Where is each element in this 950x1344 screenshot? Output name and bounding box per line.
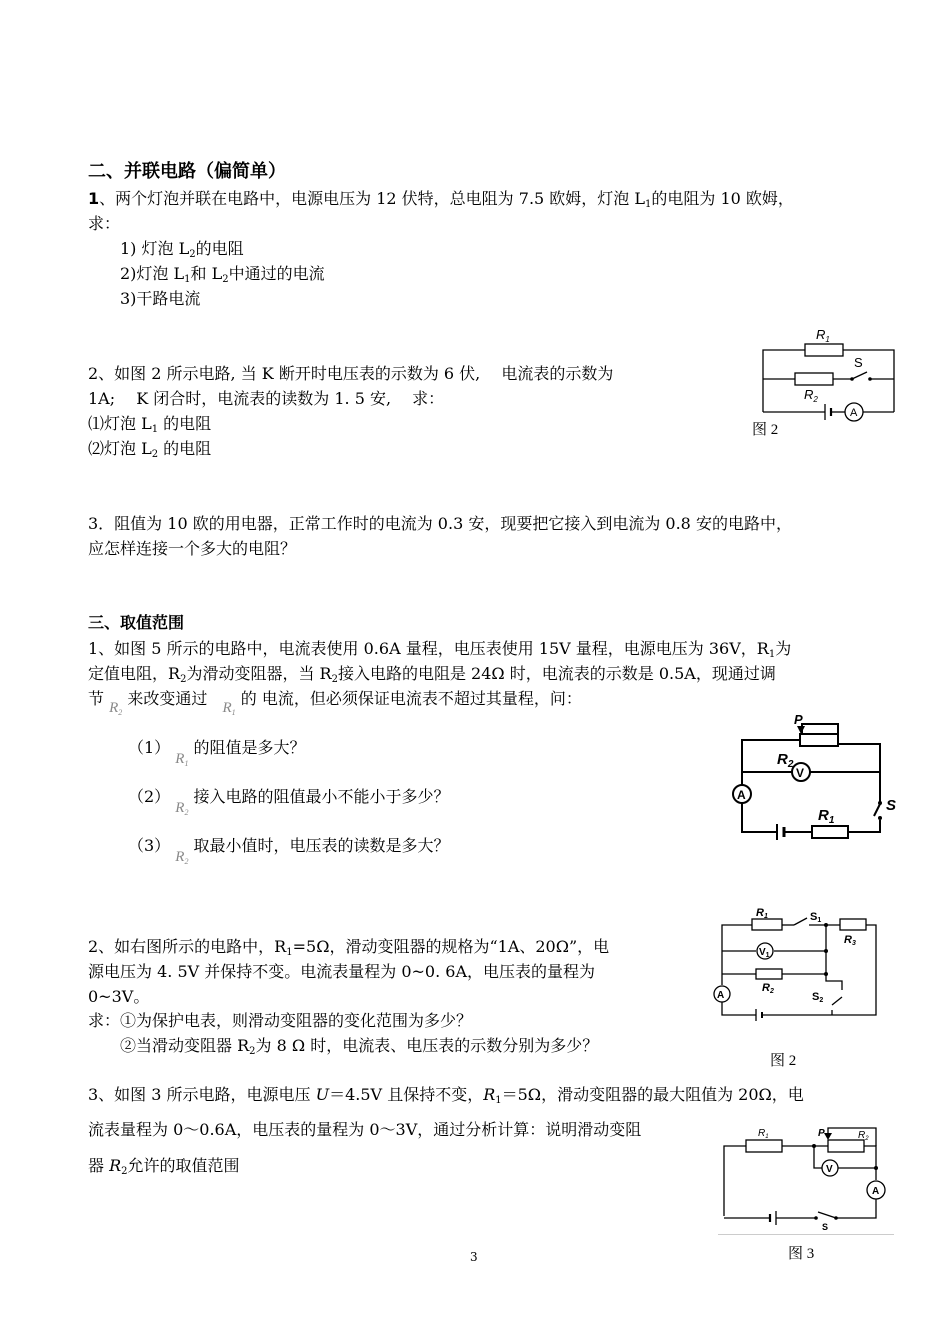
s3q2-line5-text: ②当滑动变阻器 R — [120, 1036, 250, 1055]
s3q2-line2: 源电压为 4. 5V 并保持不变。电流表量程为 0~0. 6A，电压表的量程为 — [88, 962, 596, 981]
s3q3-line1-c: ＝5Ω，滑动变阻器的最大阻值为 20Ω，电 — [501, 1085, 804, 1104]
svg-text:R1 — [758, 1128, 769, 1140]
s3q1-line2-sub: 2 — [180, 674, 187, 685]
fig2-r1-label: R — [816, 327, 826, 342]
q1-line2: 求： — [88, 214, 121, 233]
svg-text:R2 — [804, 387, 818, 404]
fig2-r2-sub: 2 — [813, 395, 818, 404]
figq2-r1-sub: 1 — [763, 913, 768, 920]
s3q1-part3-symbol: $R_2$ — [175, 849, 189, 866]
fig3-r2-sub: 2 — [865, 1136, 869, 1142]
circuit-figure-5 — [722, 712, 904, 840]
s3q3-line2: 流表量程为 0～0.6A，电压表的量程为 0～3V，通过分析计算：说明滑动变阻 — [88, 1120, 642, 1139]
s3q1-line1-end: 为 — [775, 639, 792, 658]
s3q2-line5-end: 为 8 Ω 时，电流表、电压表的示数分别为多少？ — [255, 1036, 599, 1055]
s3q1-part3-num: （3） — [128, 836, 171, 855]
s3q1-line2-mid: 为滑动变阻器，当 R — [186, 664, 332, 683]
q3-line1: 3．阻值为 10 欧的用电器，正常工作时的电流为 0.3 安，现要把它接入到电流为 0.8 安的电路中， — [88, 514, 792, 533]
s3q2-line1 — [88, 934, 609, 958]
q1-text: 、两个灯泡并联在电路中，电源电压为 12 伏特，总电阻为 7.5 欧姆，灯泡 L — [99, 189, 646, 208]
q2-part2-sub: 2 — [151, 449, 159, 460]
s3q1-part1-num: （1） — [128, 738, 171, 757]
figq2-caption: 图 2 — [770, 1053, 797, 1069]
q2-line1: 2、如图 2 所示电路, 当 K 断开时电压表的示数为 6 伏, 电流表的示数为 — [88, 364, 614, 383]
fig5-ammeter-label: A — [737, 788, 746, 802]
section-heading-parallel: 二、并联电路（偏简单） — [88, 161, 286, 182]
fig3-voltmeter-label: V — [826, 1164, 833, 1175]
figq2-r1-label: R — [756, 907, 764, 919]
q1-part2-mid: 和 L — [190, 264, 223, 283]
s3q1-part2 — [128, 784, 450, 817]
s3q1-line3-end: 的 电流，但必须保证电流表不超过其量程，问： — [240, 689, 582, 708]
s3q1-part2-text: 接入电路的阻值最小不能小于多少？ — [193, 787, 450, 806]
fig2-r2-label: R — [804, 387, 814, 402]
svg-text:R1 — [816, 327, 830, 344]
s3q1-part1-symbol: $R_1$ — [175, 751, 189, 768]
q2-part1 — [88, 411, 211, 435]
fig2-caption: 图 2 — [752, 422, 779, 438]
svg-text:R2 — [762, 982, 774, 995]
q3-line2: 应怎样连接一个多大的电阻？ — [88, 539, 297, 558]
fig2-r1-sub: 1 — [825, 335, 830, 344]
q1-part1-sub: 2 — [189, 249, 196, 260]
s3q1-line2-sub2: 2 — [331, 674, 338, 685]
page-number: 3 — [470, 1250, 478, 1264]
figq2-s2-sub: 2 — [819, 997, 824, 1004]
q1-part2-sub2: 2 — [222, 274, 229, 285]
s3q1-part1-text: 的阻值是多大？ — [193, 738, 306, 757]
s3q3-line3-b: 允许的取值范围 — [127, 1156, 240, 1175]
q1-part1-end: 的电阻 — [195, 239, 244, 258]
s3q1-line1 — [88, 636, 791, 660]
s3q3-line3-a: 器 — [88, 1156, 110, 1175]
svg-text:S1 — [810, 911, 821, 924]
svg-text:S2 — [812, 991, 823, 1004]
fig3-ammeter-label: A — [872, 1186, 880, 1197]
fig3-slider-label: P — [818, 1128, 825, 1139]
s3q1-part1 — [128, 735, 306, 768]
q2-part1-end: 的电阻 — [158, 414, 212, 433]
figq2-r2-label: R — [762, 982, 770, 994]
fig5-r2-label: R — [777, 751, 788, 768]
figq2-r3-label: R — [844, 934, 852, 946]
q1-part2-end: 中通过的电流 — [228, 264, 325, 283]
svg-text:R1 — [756, 907, 768, 920]
q1-number: 1 — [88, 189, 100, 208]
q1-line1 — [88, 186, 794, 210]
figq2-s2-label: S — [812, 991, 820, 1003]
q1-part1-text: 1) 灯泡 L — [120, 239, 190, 258]
r2-symbol: $R_2$ — [109, 700, 123, 717]
s3q3-line1-a: 3、如图 3 所示电路，电源电压 — [88, 1085, 316, 1104]
s3q1-part2-num: （2） — [128, 787, 171, 806]
q2-part1-text: ⑴灯泡 L — [88, 414, 152, 433]
s3q2-line4: 求：①为保护电表，则滑动变阻器的变化范围为多少？ — [88, 1011, 473, 1030]
s3q1-line2 — [88, 661, 776, 685]
figq2-ammeter-label: A — [717, 990, 725, 1001]
fig5-r1-label: R — [818, 807, 829, 824]
s3q3-line3-rsub: 2 — [121, 1166, 128, 1177]
fig3-divider — [718, 1234, 894, 1235]
fig3-r2-label: R — [858, 1130, 866, 1141]
s3q1-line3-mid: 来改变通过 — [127, 689, 208, 708]
s3q1-part3-text: 取最小值时，电压表的读数是多大？ — [193, 836, 450, 855]
fig5-r2-sub: 2 — [787, 759, 794, 770]
q1-part2-sub1: 1 — [184, 274, 191, 285]
s3q3-line1 — [88, 1082, 804, 1106]
fig3-r1-sub: 1 — [765, 1134, 769, 1140]
fig5-slider-label: P — [794, 712, 803, 727]
q2-line2: 1A; K 闭合时，电流表的读数为 1. 5 安, 求： — [88, 389, 445, 408]
fig5-voltmeter-label: V — [796, 766, 805, 780]
figq2-voltmeter-label: V — [759, 947, 766, 958]
figq2-r2-sub: 2 — [769, 988, 774, 995]
figq2-r3-sub: 3 — [851, 940, 856, 947]
s3q1-line1-sub: 1 — [768, 649, 776, 660]
q1-sub: 1 — [645, 199, 652, 210]
s3q3-line1-rsub: 1 — [495, 1095, 502, 1106]
figq2-s1-label: S — [810, 911, 818, 923]
q1-text-end: 的电阻为 10 欧姆， — [651, 189, 794, 208]
section-heading-range: 三、取值范围 — [88, 613, 185, 632]
circuit-figure-q2 — [712, 905, 884, 1025]
q1-part2-text: 2)灯泡 L — [120, 264, 185, 283]
figq2-s1-sub: 1 — [817, 917, 822, 924]
s3q1-line3 — [88, 686, 582, 717]
s3q1-part3 — [128, 833, 450, 866]
fig2-ammeter-label: A — [850, 407, 858, 419]
s3q2-line1-sub: 1 — [286, 947, 293, 958]
s3q3-line1-u: U — [315, 1085, 330, 1104]
q2-part2-end: 的电阻 — [158, 439, 212, 458]
s3q3-line1-r: R — [483, 1085, 496, 1104]
svg-text:R2 — [777, 751, 794, 770]
fig5-switch-label: S — [886, 797, 897, 814]
fig5-r1-sub: 1 — [828, 815, 835, 826]
svg-text:R2 — [858, 1130, 869, 1142]
s3q2-line5 — [120, 1033, 598, 1057]
q2-part2 — [88, 436, 211, 460]
s3q1-line3-start: 节 — [88, 689, 105, 708]
q1-part1 — [120, 236, 244, 260]
r1-symbol: $R_1$ — [222, 700, 236, 717]
q2-part2-text: ⑵灯泡 L — [88, 439, 152, 458]
s3q2-line1-end: =5Ω，滑动变阻器的规格为“1A、20Ω”，电 — [292, 937, 610, 956]
fig3-switch-label: S — [822, 1222, 829, 1232]
s3q2-line3: 0~3V。 — [88, 987, 150, 1006]
svg-text:R3 — [844, 934, 856, 947]
s3q2-line1-text: 2、如右图所示的电路中，R — [88, 937, 287, 956]
svg-text:R1 — [818, 807, 835, 826]
fig3-caption: 图 3 — [788, 1246, 815, 1262]
fig2-switch-label: S — [854, 355, 863, 370]
s3q1-line2-end: 接入电路的电阻是 24Ω 时，电流表的示数是 0.5A，现通过调 — [337, 664, 776, 683]
s3q1-part2-symbol: $R_2$ — [175, 800, 189, 817]
s3q1-line2-text: 定值电阻，R — [88, 664, 181, 683]
s3q2-line5-sub: 2 — [249, 1046, 256, 1057]
q1-part2 — [120, 261, 325, 285]
s3q3-line3-r: R — [109, 1156, 122, 1175]
svg-text:V1 — [759, 947, 770, 959]
fig3-r1-label: R — [758, 1128, 766, 1139]
s3q1-line1-text: 1、如图 5 所示的电路中，电流表使用 0.6A 量程，电压表使用 15V 量程，电源电压为 36V，R — [88, 639, 769, 658]
s3q3-line3 — [88, 1153, 240, 1177]
s3q3-line1-b: ＝4.5V 且保持不变， — [329, 1085, 484, 1104]
circuit-figure-3 — [718, 1116, 894, 1238]
q1-part3: 3)干路电流 — [120, 289, 201, 308]
q2-part1-sub: 1 — [151, 424, 159, 435]
figq2-voltmeter-sub: 1 — [765, 952, 770, 959]
